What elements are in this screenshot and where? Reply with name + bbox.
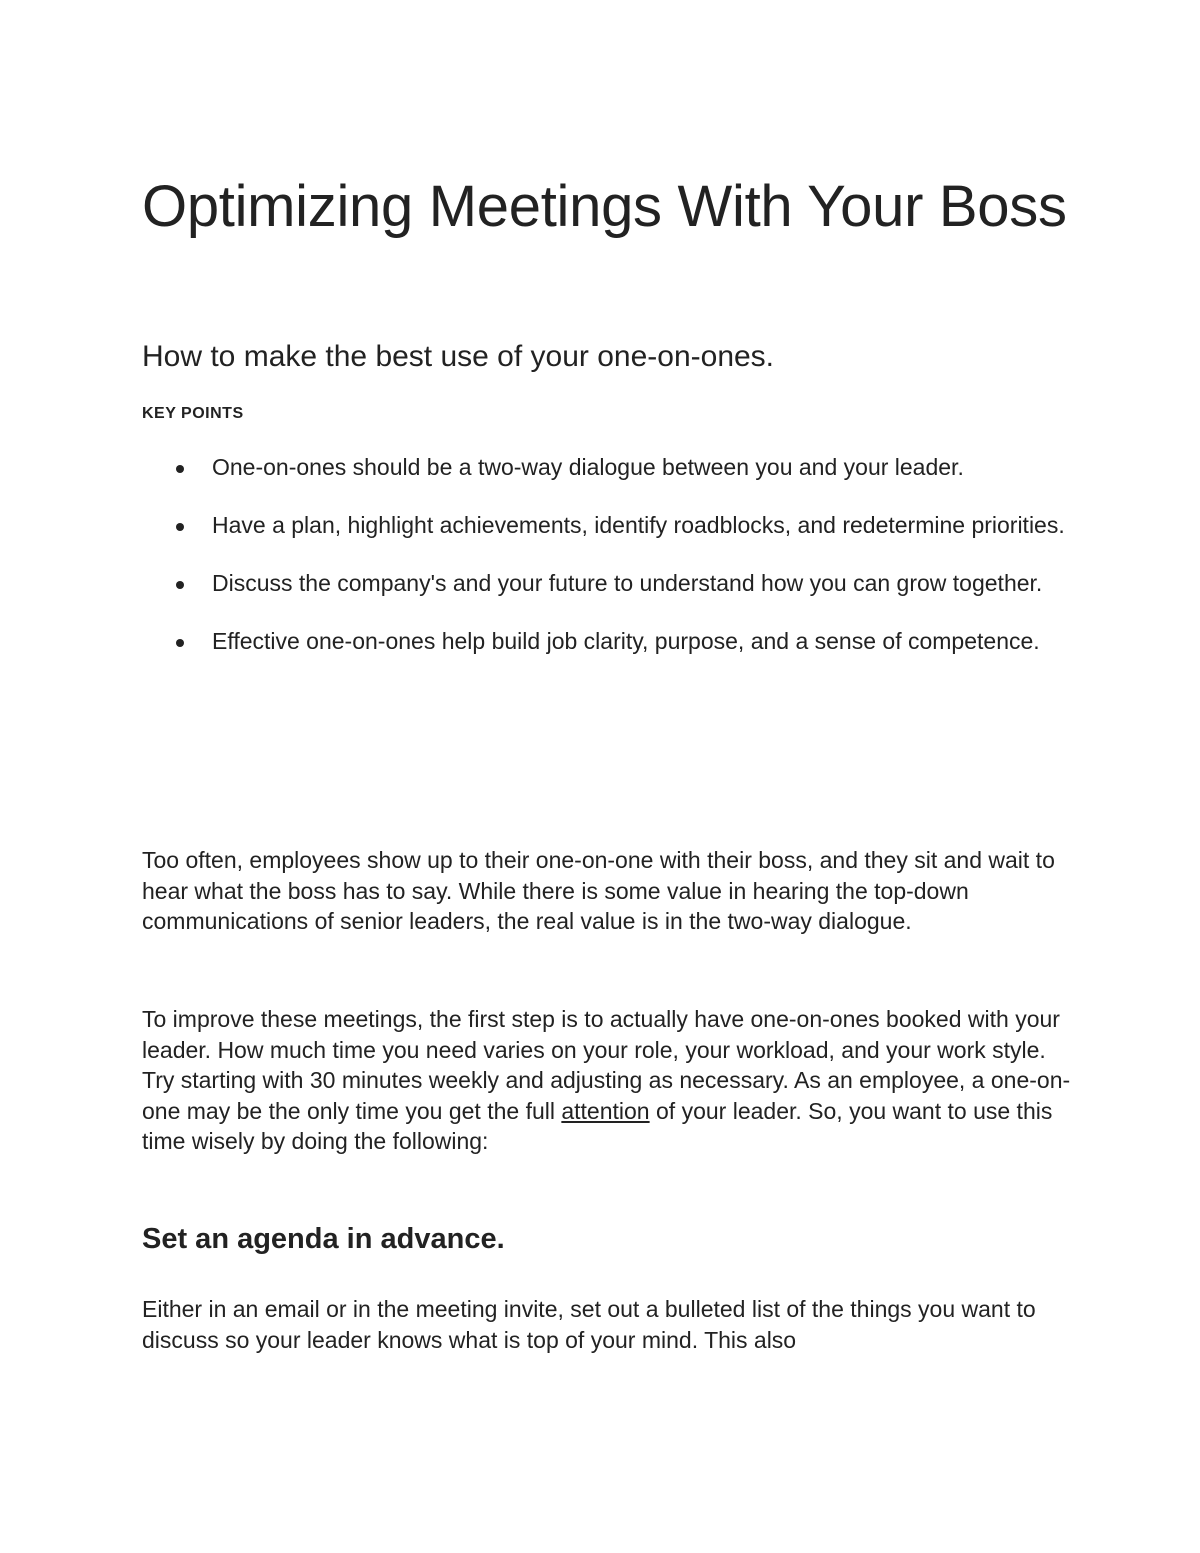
key-point-item — [142, 568, 1072, 599]
body-paragraph — [142, 1004, 1072, 1157]
bullet-icon — [176, 523, 184, 531]
key-point-item — [142, 510, 1072, 541]
key-points-label: KEY POINTS — [142, 405, 244, 422]
body-paragraph: Too often, employees show up to their one-on-one with their boss, and they sit and wait to hear what the boss has to say. While there is some value in hearing the top-down communications of senior leaders, the real value is in the two-way dialogue. — [142, 847, 1055, 934]
article-subtitle: How to make the best use of your one-on-ones. — [142, 340, 775, 373]
body-paragraph: Either in an email or in the meeting invite, set out a bulleted list of the things you want to discuss so your leader knows what is top of your mind. This also — [142, 1296, 1036, 1353]
article-title: Optimizing Meetings With Your Boss — [142, 174, 1067, 239]
bullet-icon — [176, 581, 184, 589]
key-point-item — [142, 452, 1072, 483]
paragraph-text: To improve these meetings, the first step is to actually have one-on-ones booked with your leader. How much time you need varies on your role, your workload, and your work style. Try starting with 30 minutes weekly and adjusting as necessary. As an employee, a one-on-one may be the only time you get the full — [142, 1006, 1071, 1124]
bullet-icon — [176, 639, 184, 647]
attention-link[interactable]: attention — [561, 1097, 650, 1124]
key-point-text: Discuss the company's and your future to understand how you can grow together. — [212, 570, 1043, 596]
bullet-icon — [176, 465, 184, 473]
paragraph-text: of your leader. So, you want to use this time wisely by doing the following: — [142, 1097, 1053, 1154]
key-point-text: Effective one-on-ones help build job clarity, purpose, and a sense of competence. — [212, 628, 1040, 654]
key-points-list — [142, 452, 1072, 684]
key-point-text: One-on-ones should be a two-way dialogue between you and your leader. — [212, 454, 964, 480]
section-heading: Set an agenda in advance. — [142, 1223, 505, 1255]
key-point-item — [142, 626, 1072, 657]
key-point-text: Have a plan, highlight achievements, identify roadblocks, and redetermine priorities. — [212, 512, 1065, 538]
